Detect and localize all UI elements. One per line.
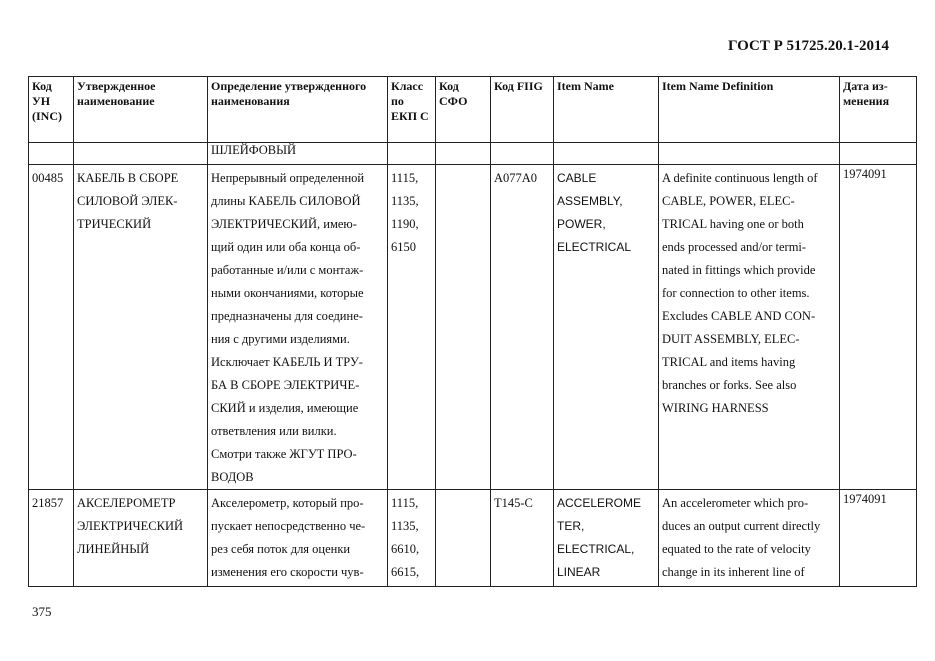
text-line: Акселерометр, который про- (211, 496, 364, 510)
sfo-code (436, 490, 491, 587)
text-line: TER, (557, 519, 585, 533)
text-line: ния с другими изделиями. (211, 332, 350, 346)
text-line: ends processed and/or termi- (662, 240, 807, 254)
text-line: 1115, (391, 171, 419, 185)
catalog-table (28, 76, 917, 587)
text-line: СИЛОВОЙ ЭЛЕК- (77, 194, 178, 208)
text-line: ЭЛЕКТРИЧЕСКИЙ, имею- (211, 217, 357, 231)
approved-name (74, 165, 208, 490)
text-line: 1135, (391, 194, 419, 208)
text-line: 6150 (391, 240, 416, 254)
text-line: ВОДОВ (211, 470, 254, 484)
text-line: предназначены для соедине- (211, 309, 363, 323)
text-line: рез себя поток для оценки (211, 542, 351, 556)
approved-name (74, 490, 208, 587)
text-line: Смотри также ЖГУТ ПРО- (211, 447, 357, 461)
col-header-inc: Код УН (INC) (29, 77, 74, 143)
item-name-definition (659, 165, 840, 490)
col-header-item-name: Item Name (554, 77, 659, 143)
sfo-code (436, 165, 491, 490)
change-date: 1974091 (840, 165, 917, 490)
text-line: A definite continuous length of (662, 171, 818, 185)
continuation-row (29, 143, 917, 165)
text-line: ЛИНЕЙНЫЙ (77, 542, 150, 556)
name-definition (208, 490, 388, 587)
text-line: Исключает КАБЕЛЬ И ТРУ- (211, 355, 363, 369)
text-line: щий один или оба конца об- (211, 240, 361, 254)
item-name (554, 490, 659, 587)
text-line: ASSEMBLY, (557, 194, 623, 208)
item-name (554, 165, 659, 490)
text-line: пускает непосредственно че- (211, 519, 366, 533)
table-row (29, 490, 917, 587)
col-header-sfo: Код СФО (436, 77, 491, 143)
fiig-code: A077A0 (491, 165, 554, 490)
text-line: CABLE (557, 171, 597, 185)
text-line: duces an output current directly (662, 519, 821, 533)
col-header-fiig: Код FIIG (491, 77, 554, 143)
text-line: 1135, (391, 519, 419, 533)
col-header-approved-name: Утвержденное наименование (74, 77, 208, 143)
text-line: An accelerometer which pro- (662, 496, 809, 510)
col-header-item-definition: Item Name Definition (659, 77, 840, 143)
text-line: POWER, (557, 217, 606, 231)
text-line: ными окончаниями, которые (211, 286, 364, 300)
text-line: equated to the rate of velocity (662, 542, 811, 556)
text-line: for connection to other items. (662, 286, 810, 300)
text-line: Excludes CABLE AND CON- (662, 309, 816, 323)
item-name-definition (659, 490, 840, 587)
change-date: 1974091 (840, 490, 917, 587)
text-line: 6610, (391, 542, 420, 556)
text-line: 1190, (391, 217, 419, 231)
text-line: АКСЕЛЕРОМЕТР (77, 496, 176, 510)
text-line: КАБЕЛЬ В СБОРЕ (77, 171, 179, 185)
continuation-text: ШЛЕЙФОВЫЙ (208, 143, 388, 165)
col-header-class: Класс по ЕКП С (388, 77, 436, 143)
text-line: длины КАБЕЛЬ СИЛОВОЙ (211, 194, 361, 208)
text-line: TRICAL having one or both (662, 217, 804, 231)
text-line: 6615, (391, 565, 420, 579)
col-header-definition: Определение утвержденного наименования (208, 77, 388, 143)
text-line: DUIT ASSEMBLY, ELEC- (662, 332, 800, 346)
text-line: работанные и/или с монтаж- (211, 263, 364, 277)
text-line: ЭЛЕКТРИЧЕСКИЙ (77, 519, 184, 533)
text-line: ответвления или вилки. (211, 424, 337, 438)
text-line: nated in fittings which provide (662, 263, 816, 277)
text-line: TRICAL and items having (662, 355, 796, 369)
fiig-code: T145-C (491, 490, 554, 587)
name-definition (208, 165, 388, 490)
class-codes (388, 490, 436, 587)
text-line: CABLE, POWER, ELEC- (662, 194, 795, 208)
text-line: WIRING HARNESS (662, 401, 769, 415)
text-line: БА В СБОРЕ ЭЛЕКТРИЧЕ- (211, 378, 360, 392)
text-line: ELECTRICAL (557, 240, 632, 254)
inc-code: 00485 (29, 165, 74, 490)
text-line: СКИЙ и изделия, имеющие (211, 401, 359, 415)
text-line: ТРИЧЕСКИЙ (77, 217, 152, 231)
col-header-change-date: Дата из-менения (840, 77, 917, 143)
text-line: branches or forks. See also (662, 378, 797, 392)
text-line: изменения его скорости чув- (211, 565, 364, 579)
table-row (29, 165, 917, 490)
text-line: ELECTRICAL, (557, 542, 635, 556)
inc-code: 21857 (29, 490, 74, 587)
text-line: Непрерывный определенной (211, 171, 365, 185)
text-line: LINEAR (557, 565, 601, 579)
text-line: ACCELEROME (557, 496, 642, 510)
header-row (29, 77, 917, 143)
class-codes (388, 165, 436, 490)
page-number: 375 (32, 604, 52, 619)
standard-number: ГОСТ Р 51725.20.1-2014 (727, 38, 889, 54)
text-line: 1115, (391, 496, 419, 510)
text-line: change in its inherent line of (662, 565, 805, 579)
